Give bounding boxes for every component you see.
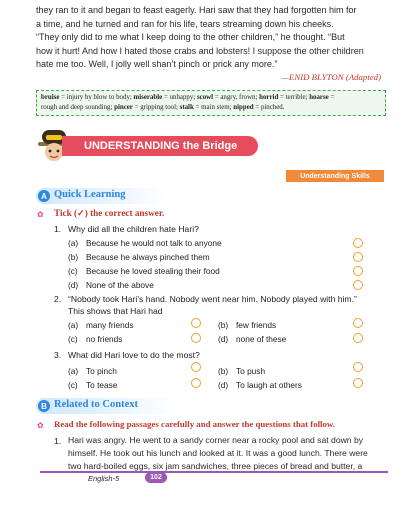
question-text: Why did all the children hate Hari? (68, 224, 199, 234)
option-letter: (b) (218, 366, 229, 376)
answer-circle[interactable] (191, 333, 201, 343)
story-line: hate me too. Well, I jolly well shan’t pinch or prick any more.” (36, 59, 278, 70)
question-text: What did Hari love to do the most? (68, 350, 200, 360)
passage-text (68, 434, 388, 474)
option-text: To tease (86, 380, 118, 390)
glossary-definition: = (328, 94, 335, 101)
answer-circle[interactable] (353, 266, 363, 276)
glossary-definition: = injury by blow to body; (59, 94, 134, 101)
glossary-term: hoarse (309, 94, 329, 101)
passage-line: Hari was angry. He went to a sandy corner near a rocky pool and sat down by (68, 435, 364, 445)
section-banner (62, 136, 258, 156)
question-text: “Nobody took Hari’s hand. Nobody went near him. Nobody played with him.” (68, 294, 357, 304)
section-b-badge: B (38, 400, 50, 412)
answer-circle[interactable] (353, 238, 363, 248)
option-letter: (d) (68, 280, 79, 290)
flower-bullet-icon: ✿ (37, 421, 44, 430)
passage-line: himself. He took out his lunch and looked at it. It was a good lunch. There were (68, 448, 368, 459)
page-number: 102 (145, 472, 167, 483)
banner-title: UNDERSTANDING the Bridge (84, 140, 238, 152)
glossary-definition: = angry, frown; (213, 94, 260, 101)
option-text: Because he always pinched them (86, 252, 210, 262)
glossary-term: nipped (233, 103, 254, 111)
answer-circle[interactable] (191, 378, 201, 388)
option-letter: (d) (218, 380, 229, 390)
section-a-badge: A (38, 190, 50, 202)
story-author: —ENID BLYTON (Adapted) (281, 72, 381, 82)
option-text: none of these (236, 334, 287, 344)
section-a-title: Quick Learning (54, 189, 126, 200)
story-line: a time, and he turned and ran for his life, tears streaming down his cheeks. (36, 18, 334, 29)
footer-book-label: English-5 (88, 474, 120, 483)
glossary-box (36, 90, 386, 116)
option-text: To pinch (86, 366, 117, 376)
glossary-definition: rough and deep sounding; (41, 103, 115, 111)
option-letter: (b) (68, 252, 79, 262)
glossary-term: horrid (259, 94, 279, 101)
answer-circle[interactable] (191, 318, 201, 328)
glossary-line-2 (41, 103, 381, 113)
option-text: many friends (86, 320, 134, 330)
question-number: 2. (54, 294, 62, 304)
story-line: how it hurt! And how I hated those crabs and lobsters! I suppose the other children (36, 45, 364, 56)
story-line: “They only did to me what I keep doing to the other children,” he thought. “But (36, 32, 345, 43)
glossary-term: pincer (114, 103, 133, 111)
section-b-instruction: Read the following passages carefully and answer the questions that follow. (54, 419, 335, 429)
flower-bullet-icon: ✿ (37, 210, 44, 219)
glossary-definition: = gripping tool; (132, 103, 180, 111)
glossary-line-1 (41, 93, 381, 103)
option-letter: (b) (218, 320, 229, 330)
story-paragraph (36, 4, 386, 72)
section-b-title: Related to Context (54, 399, 138, 410)
story-line: they ran to it and began to feast eagerly. Hari saw that they had forgotten him for (36, 5, 357, 15)
glossary-term: miserable (133, 94, 163, 101)
glossary-definition: = main stem; (193, 103, 234, 111)
answer-circle[interactable] (353, 362, 363, 372)
option-text: few friends (236, 320, 277, 330)
answer-circle[interactable] (353, 252, 363, 262)
glossary-definition: = pinched. (253, 103, 285, 111)
section-a-instruction: Tick (✓) the correct answer. (54, 208, 165, 218)
glossary-definition: = unhappy; (162, 94, 197, 101)
answer-circle[interactable] (353, 280, 363, 290)
option-text: Because he would not talk to anyone (86, 238, 222, 248)
option-letter: (c) (68, 334, 78, 344)
glossary-term: stalk (179, 103, 194, 111)
answer-circle[interactable] (353, 378, 363, 388)
option-letter: (c) (68, 380, 78, 390)
option-text: no friends (86, 334, 123, 344)
question-number: 3. (54, 350, 62, 360)
option-letter: (a) (68, 366, 79, 376)
footer-divider (40, 471, 388, 473)
option-letter: (a) (68, 320, 79, 330)
answer-circle[interactable] (191, 362, 201, 372)
question-text: This shows that Hari had (68, 306, 163, 316)
answer-circle[interactable] (353, 318, 363, 328)
option-letter: (d) (218, 334, 229, 344)
answer-circle[interactable] (353, 333, 363, 343)
option-letter: (c) (68, 266, 78, 276)
option-text: To laugh at others (236, 380, 302, 390)
question-number: 1. (54, 224, 62, 234)
passage-line: two hard-boiled eggs, six jam sandwiches, three pieces of bread and butter, a (68, 461, 363, 472)
passage-number: 1. (54, 436, 62, 446)
option-text: Because he loved stealing their food (86, 266, 220, 276)
skills-tag: Understanding Skills (286, 170, 384, 182)
glossary-definition: = terrible; (278, 94, 310, 101)
glossary-term: scowl (196, 94, 214, 101)
option-text: None of the above (86, 280, 154, 290)
glossary-term: bruise (41, 94, 60, 101)
option-letter: (a) (68, 238, 79, 248)
option-text: To push (236, 366, 266, 376)
